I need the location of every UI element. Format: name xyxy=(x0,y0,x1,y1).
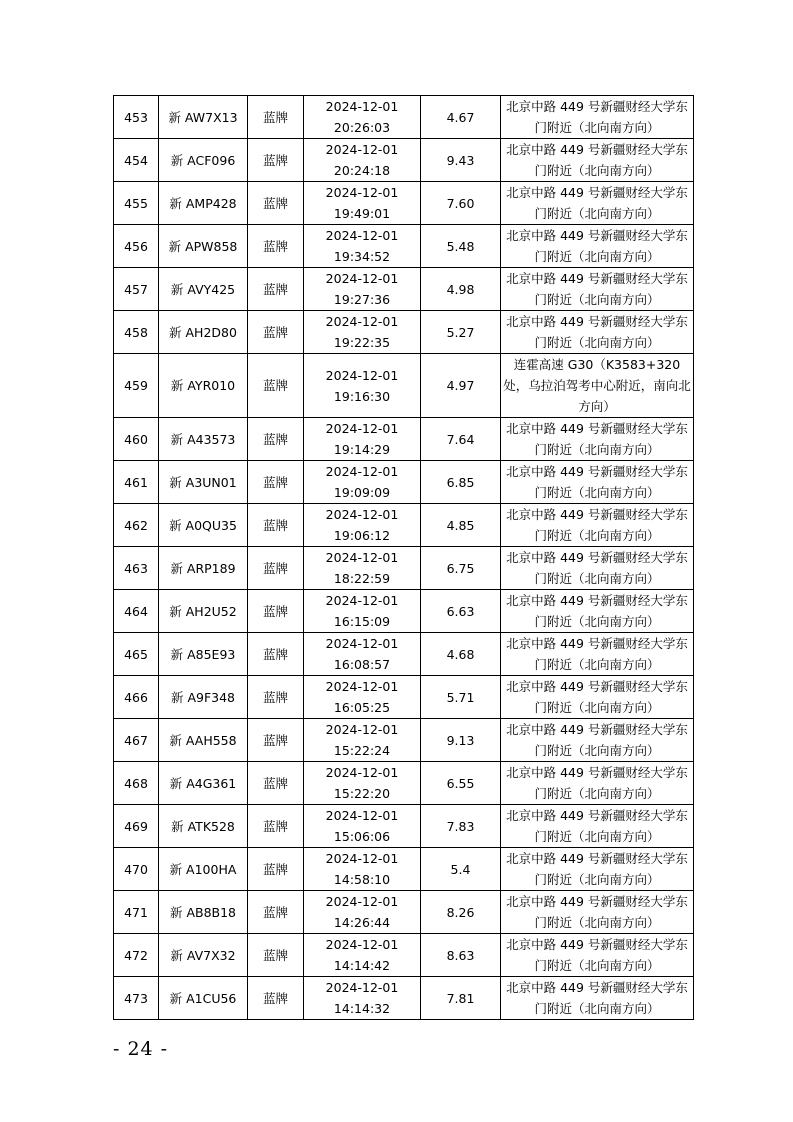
location-cell xyxy=(501,96,694,139)
plate-number-cell: 新 A9F348 xyxy=(159,676,248,719)
plate-color-cell: 蓝牌 xyxy=(248,633,304,676)
record-number-cell: 459 xyxy=(114,354,159,418)
location-text: 北京中路 449 号新疆财经大学东门附近（北向南方向） xyxy=(506,99,688,135)
location-cell xyxy=(501,977,694,1020)
record-time: 19:16:30 xyxy=(333,388,391,404)
record-date: 2024-12-01 xyxy=(325,142,399,157)
value-cell: 5.48 xyxy=(421,225,501,268)
plate-number-cell: 新 AH2D80 xyxy=(159,311,248,354)
record-number-cell: 465 xyxy=(114,633,159,676)
location-cell xyxy=(501,311,694,354)
record-time: 16:15:09 xyxy=(333,614,391,629)
location-text: 北京中路 449 号新疆财经大学东门附近（北向南方向） xyxy=(506,271,688,307)
record-time: 19:14:29 xyxy=(333,442,391,457)
table-row xyxy=(114,182,694,225)
location-cell xyxy=(501,225,694,268)
location-cell xyxy=(501,848,694,891)
record-time: 14:26:44 xyxy=(333,915,391,930)
plate-color-cell: 蓝牌 xyxy=(248,225,304,268)
table-row xyxy=(114,268,694,311)
location-cell xyxy=(501,354,694,418)
datetime-cell xyxy=(304,139,421,182)
table-row xyxy=(114,719,694,762)
value-cell: 4.85 xyxy=(421,504,501,547)
plate-color-cell: 蓝牌 xyxy=(248,805,304,848)
record-number-cell: 458 xyxy=(114,311,159,354)
table-row xyxy=(114,504,694,547)
table-row xyxy=(114,590,694,633)
record-date: 2024-12-01 xyxy=(325,593,399,608)
value-cell: 7.83 xyxy=(421,805,501,848)
plate-color-cell: 蓝牌 xyxy=(248,418,304,461)
plate-color-cell: 蓝牌 xyxy=(248,719,304,762)
record-date: 2024-12-01 xyxy=(325,185,399,200)
table-row xyxy=(114,96,694,139)
record-number-cell: 472 xyxy=(114,934,159,977)
datetime-cell xyxy=(304,805,421,848)
value-cell: 6.75 xyxy=(421,547,501,590)
record-number-cell: 454 xyxy=(114,139,159,182)
record-time: 16:08:57 xyxy=(333,657,391,672)
record-time: 14:14:42 xyxy=(333,958,391,973)
plate-number-cell: 新 A85E93 xyxy=(159,633,248,676)
record-number-cell: 462 xyxy=(114,504,159,547)
value-cell: 6.85 xyxy=(421,461,501,504)
record-date: 2024-12-01 xyxy=(325,271,399,286)
record-date: 2024-12-01 xyxy=(325,421,399,436)
record-date: 2024-12-01 xyxy=(325,980,399,995)
location-cell xyxy=(501,547,694,590)
record-number-cell: 469 xyxy=(114,805,159,848)
record-date: 2024-12-01 xyxy=(325,507,399,522)
record-time: 14:58:10 xyxy=(333,872,391,887)
plate-color-cell: 蓝牌 xyxy=(248,311,304,354)
datetime-cell xyxy=(304,311,421,354)
plate-color-cell: 蓝牌 xyxy=(248,590,304,633)
plate-number-cell: 新 AMP428 xyxy=(159,182,248,225)
record-date: 2024-12-01 xyxy=(325,367,399,383)
table-row xyxy=(114,547,694,590)
plate-color-cell: 蓝牌 xyxy=(248,977,304,1020)
plate-number-cell: 新 AAH558 xyxy=(159,719,248,762)
value-cell: 6.63 xyxy=(421,590,501,633)
plate-number-cell: 新 A3UN01 xyxy=(159,461,248,504)
record-date: 2024-12-01 xyxy=(325,808,399,823)
record-time: 19:49:01 xyxy=(333,206,391,221)
location-cell xyxy=(501,805,694,848)
record-number-cell: 468 xyxy=(114,762,159,805)
plate-number-cell: 新 A0QU35 xyxy=(159,504,248,547)
location-text: 北京中路 449 号新疆财经大学东门附近（北向南方向） xyxy=(506,937,688,973)
location-text: 北京中路 449 号新疆财经大学东门附近（北向南方向） xyxy=(506,765,688,801)
plate-color-cell: 蓝牌 xyxy=(248,676,304,719)
record-number-cell: 453 xyxy=(114,96,159,139)
location-text: 北京中路 449 号新疆财经大学东门附近（北向南方向） xyxy=(506,722,688,758)
table-row xyxy=(114,891,694,934)
plate-number-cell: 新 AW7X13 xyxy=(159,96,248,139)
table-row xyxy=(114,934,694,977)
table-row xyxy=(114,461,694,504)
page-number: - 24 - xyxy=(113,1038,169,1060)
datetime-cell xyxy=(304,354,421,418)
datetime-cell xyxy=(304,96,421,139)
plate-number-cell: 新 AB8B18 xyxy=(159,891,248,934)
record-number-cell: 467 xyxy=(114,719,159,762)
value-cell: 7.64 xyxy=(421,418,501,461)
plate-color-cell: 蓝牌 xyxy=(248,96,304,139)
location-text: 北京中路 449 号新疆财经大学东门附近（北向南方向） xyxy=(506,851,688,887)
location-cell xyxy=(501,139,694,182)
record-date: 2024-12-01 xyxy=(325,894,399,909)
record-date: 2024-12-01 xyxy=(325,722,399,737)
datetime-cell xyxy=(304,633,421,676)
value-cell: 6.55 xyxy=(421,762,501,805)
record-time: 19:27:36 xyxy=(333,292,391,307)
table-row xyxy=(114,354,694,418)
location-text: 北京中路 449 号新疆财经大学东门附近（北向南方向） xyxy=(506,808,688,844)
record-date: 2024-12-01 xyxy=(325,550,399,565)
datetime-cell xyxy=(304,719,421,762)
record-number-cell: 473 xyxy=(114,977,159,1020)
location-text: 北京中路 449 号新疆财经大学东门附近（北向南方向） xyxy=(506,679,688,715)
location-text: 北京中路 449 号新疆财经大学东门附近（北向南方向） xyxy=(506,464,688,500)
plate-color-cell: 蓝牌 xyxy=(248,547,304,590)
record-time: 20:26:03 xyxy=(333,120,391,135)
value-cell: 5.4 xyxy=(421,848,501,891)
table-row xyxy=(114,805,694,848)
record-date: 2024-12-01 xyxy=(325,314,399,329)
plate-number-cell: 新 AH2U52 xyxy=(159,590,248,633)
record-number-cell: 463 xyxy=(114,547,159,590)
value-cell: 7.81 xyxy=(421,977,501,1020)
plate-number-cell: 新 A4G361 xyxy=(159,762,248,805)
record-number-cell: 466 xyxy=(114,676,159,719)
location-text: 北京中路 449 号新疆财经大学东门附近（北向南方向） xyxy=(506,228,688,264)
location-text: 北京中路 449 号新疆财经大学东门附近（北向南方向） xyxy=(506,142,688,178)
record-time: 15:22:20 xyxy=(333,786,391,801)
location-text: 北京中路 449 号新疆财经大学东门附近（北向南方向） xyxy=(506,550,688,586)
datetime-cell xyxy=(304,762,421,805)
location-cell xyxy=(501,891,694,934)
records-table-body xyxy=(114,96,694,1020)
table-row xyxy=(114,311,694,354)
datetime-cell xyxy=(304,182,421,225)
value-cell: 4.98 xyxy=(421,268,501,311)
value-cell: 9.13 xyxy=(421,719,501,762)
value-cell: 8.26 xyxy=(421,891,501,934)
record-date: 2024-12-01 xyxy=(325,99,399,114)
record-number-cell: 471 xyxy=(114,891,159,934)
datetime-cell xyxy=(304,676,421,719)
location-cell xyxy=(501,934,694,977)
plate-number-cell: 新 ARP189 xyxy=(159,547,248,590)
location-text: 连霍高速 G30（K3583+320 处，乌拉泊驾考中心附近，南向北方向） xyxy=(503,357,691,414)
datetime-cell xyxy=(304,547,421,590)
value-cell: 7.60 xyxy=(421,182,501,225)
record-time: 20:24:18 xyxy=(333,163,391,178)
value-cell: 8.63 xyxy=(421,934,501,977)
datetime-cell xyxy=(304,461,421,504)
record-time: 15:22:24 xyxy=(333,743,391,758)
datetime-cell xyxy=(304,268,421,311)
datetime-cell xyxy=(304,848,421,891)
record-date: 2024-12-01 xyxy=(325,851,399,866)
record-date: 2024-12-01 xyxy=(325,765,399,780)
location-cell xyxy=(501,762,694,805)
plate-number-cell: 新 AV7X32 xyxy=(159,934,248,977)
table-row xyxy=(114,762,694,805)
location-cell xyxy=(501,461,694,504)
plate-color-cell: 蓝牌 xyxy=(248,762,304,805)
location-cell xyxy=(501,633,694,676)
location-cell xyxy=(501,590,694,633)
value-cell: 5.71 xyxy=(421,676,501,719)
record-time: 19:34:52 xyxy=(333,249,391,264)
violation-records-table xyxy=(113,95,694,1020)
datetime-cell xyxy=(304,418,421,461)
plate-color-cell: 蓝牌 xyxy=(248,891,304,934)
location-cell xyxy=(501,418,694,461)
plate-color-cell: 蓝牌 xyxy=(248,461,304,504)
location-text: 北京中路 449 号新疆财经大学东门附近（北向南方向） xyxy=(506,636,688,672)
record-date: 2024-12-01 xyxy=(325,937,399,952)
value-cell: 5.27 xyxy=(421,311,501,354)
plate-color-cell: 蓝牌 xyxy=(248,182,304,225)
location-text: 北京中路 449 号新疆财经大学东门附近（北向南方向） xyxy=(506,185,688,221)
datetime-cell xyxy=(304,225,421,268)
record-number-cell: 457 xyxy=(114,268,159,311)
location-text: 北京中路 449 号新疆财经大学东门附近（北向南方向） xyxy=(506,894,688,930)
record-date: 2024-12-01 xyxy=(325,679,399,694)
location-text: 北京中路 449 号新疆财经大学东门附近（北向南方向） xyxy=(506,980,688,1016)
plate-color-cell: 蓝牌 xyxy=(248,354,304,418)
datetime-cell xyxy=(304,590,421,633)
location-cell xyxy=(501,268,694,311)
plate-color-cell: 蓝牌 xyxy=(248,268,304,311)
record-time: 18:22:59 xyxy=(333,571,391,586)
plate-color-cell: 蓝牌 xyxy=(248,848,304,891)
plate-number-cell: 新 ACF096 xyxy=(159,139,248,182)
table-row xyxy=(114,418,694,461)
location-text: 北京中路 449 号新疆财经大学东门附近（北向南方向） xyxy=(506,421,688,457)
record-number-cell: 461 xyxy=(114,461,159,504)
datetime-cell xyxy=(304,504,421,547)
plate-color-cell: 蓝牌 xyxy=(248,934,304,977)
datetime-cell xyxy=(304,934,421,977)
location-text: 北京中路 449 号新疆财经大学东门附近（北向南方向） xyxy=(506,507,688,543)
table-row xyxy=(114,633,694,676)
record-number-cell: 456 xyxy=(114,225,159,268)
plate-number-cell: 新 A1CU56 xyxy=(159,977,248,1020)
location-cell xyxy=(501,504,694,547)
value-cell: 4.97 xyxy=(421,354,501,418)
record-time: 19:06:12 xyxy=(333,528,391,543)
location-text: 北京中路 449 号新疆财经大学东门附近（北向南方向） xyxy=(506,593,688,629)
datetime-cell xyxy=(304,891,421,934)
plate-number-cell: 新 A100HA xyxy=(159,848,248,891)
record-number-cell: 470 xyxy=(114,848,159,891)
table-row xyxy=(114,977,694,1020)
location-cell xyxy=(501,719,694,762)
record-date: 2024-12-01 xyxy=(325,636,399,651)
plate-color-cell: 蓝牌 xyxy=(248,504,304,547)
plate-number-cell: 新 AVY425 xyxy=(159,268,248,311)
record-number-cell: 460 xyxy=(114,418,159,461)
record-time: 14:14:32 xyxy=(333,1001,391,1016)
plate-number-cell: 新 AYR010 xyxy=(159,354,248,418)
value-cell: 4.68 xyxy=(421,633,501,676)
record-time: 19:22:35 xyxy=(333,335,391,350)
record-time: 19:09:09 xyxy=(333,485,391,500)
record-time: 16:05:25 xyxy=(333,700,391,715)
record-number-cell: 464 xyxy=(114,590,159,633)
plate-color-cell: 蓝牌 xyxy=(248,139,304,182)
location-cell xyxy=(501,182,694,225)
table-row xyxy=(114,139,694,182)
location-text: 北京中路 449 号新疆财经大学东门附近（北向南方向） xyxy=(506,314,688,350)
record-number-cell: 455 xyxy=(114,182,159,225)
record-time: 15:06:06 xyxy=(333,829,391,844)
plate-number-cell: 新 APW858 xyxy=(159,225,248,268)
value-cell: 4.67 xyxy=(421,96,501,139)
plate-number-cell: 新 A43573 xyxy=(159,418,248,461)
location-cell xyxy=(501,676,694,719)
record-date: 2024-12-01 xyxy=(325,464,399,479)
record-date: 2024-12-01 xyxy=(325,228,399,243)
datetime-cell xyxy=(304,977,421,1020)
table-row xyxy=(114,676,694,719)
table-row xyxy=(114,225,694,268)
plate-number-cell: 新 ATK528 xyxy=(159,805,248,848)
table-row xyxy=(114,848,694,891)
value-cell: 9.43 xyxy=(421,139,501,182)
